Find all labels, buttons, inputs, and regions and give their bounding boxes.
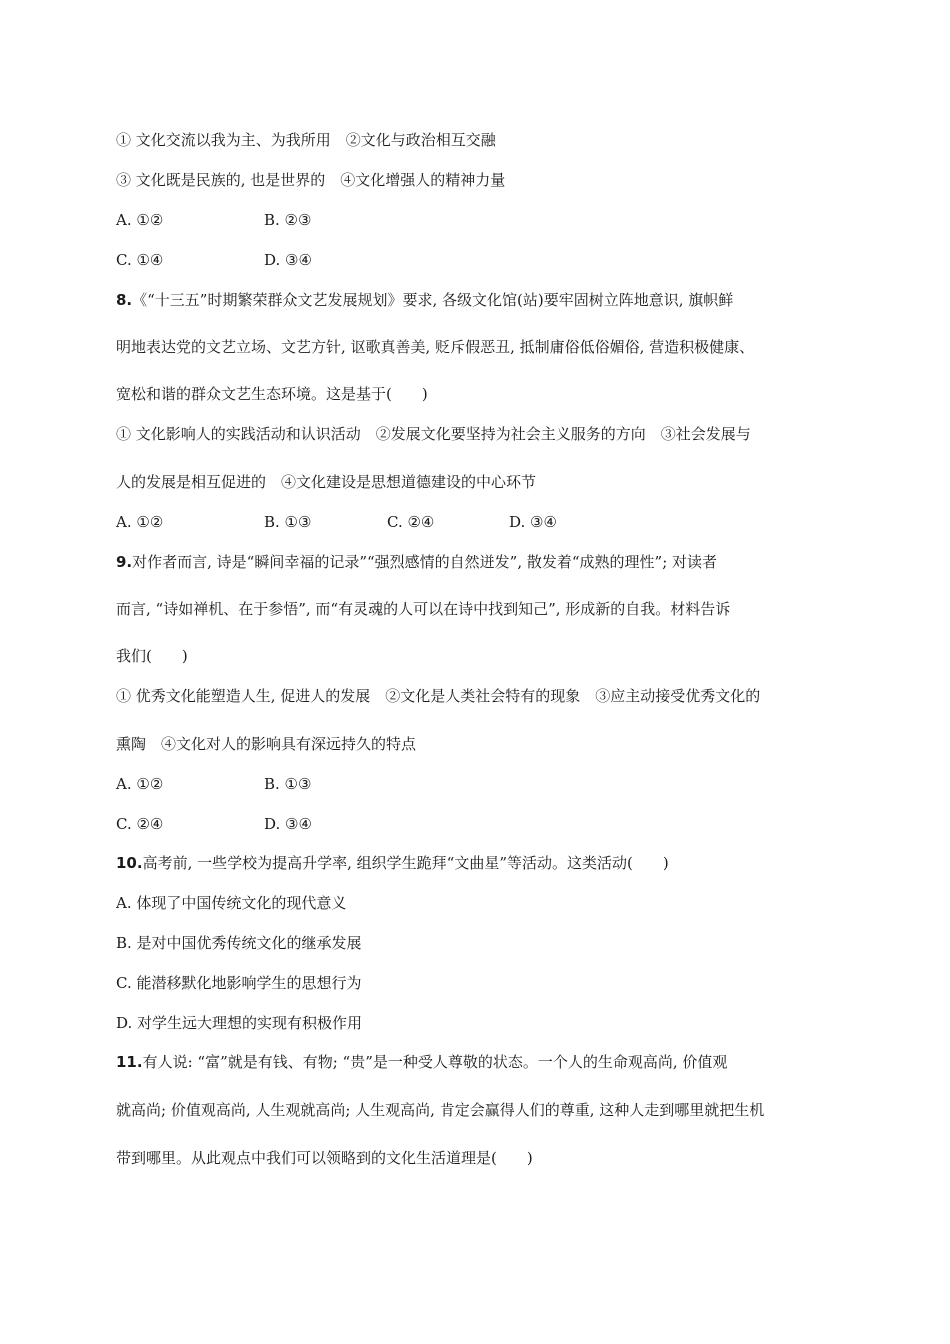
q10-option-a: A. 体现了中国传统文化的现代意义 <box>116 894 347 912</box>
q10-stem <box>116 853 669 873</box>
q9-number: 9. <box>116 553 133 571</box>
q10-option-c: C. 能潜移默化地影响学生的思想行为 <box>116 974 362 992</box>
q8-option-d: D. ③④ <box>509 513 557 531</box>
q9-stem-text-1: 对作者而言, 诗是“瞬间幸福的记录”“强烈感情的自然迸发”, 散发着“成熟的理性”; 对读者 <box>132 553 718 571</box>
q7-choices-line-2: ③ 文化既是民族的, 也是世界的 ④文化增强人的精神力量 <box>116 171 506 189</box>
q8-choices-line-1: ① 文化影响人的实践活动和认识活动 ②发展文化要坚持为社会主义服务的方向 ③社会发展与 <box>116 425 751 443</box>
q9-stem-line-1 <box>116 552 717 572</box>
q11-stem-line-2: 就高尚; 价值观高尚, 人生观就高尚; 人生观高尚, 肯定会赢得人们的尊重, 这种人走到哪里就把生机 <box>116 1101 765 1119</box>
q9-option-b: B. ①③ <box>264 775 312 793</box>
q7-option-d: D. ③④ <box>264 251 312 269</box>
q8-choices-line-2: 人的发展是相互促进的 ④文化建设是思想道德建设的中心环节 <box>116 473 537 491</box>
q10-option-d: D. 对学生远大理想的实现有积极作用 <box>116 1014 363 1032</box>
q10-number: 10. <box>116 854 143 872</box>
q9-option-a: A. ①② <box>116 775 164 793</box>
q8-option-b: B. ①③ <box>264 513 312 531</box>
q9-option-c: C. ②④ <box>116 815 164 833</box>
q11-number: 11. <box>116 1053 143 1071</box>
q7-option-b: B. ②③ <box>264 211 312 229</box>
q7-option-c: C. ①④ <box>116 251 164 269</box>
q9-choices-line-2: 熏陶 ④文化对人的影响具有深远持久的特点 <box>116 735 417 753</box>
q10-stem-text: 高考前, 一些学校为提高升学率, 组织学生跪拜“文曲星”等活动。这类活动( ) <box>142 854 669 872</box>
q7-choices-line-1: ① 文化交流以我为主、为我所用 ②文化与政治相互交融 <box>116 131 496 149</box>
q11-stem-line-3: 带到哪里。从此观点中我们可以领略到的文化生活道理是( ) <box>116 1149 533 1167</box>
q9-option-d: D. ③④ <box>264 815 312 833</box>
q8-option-a: A. ①② <box>116 513 164 531</box>
q10-option-b: B. 是对中国优秀传统文化的继承发展 <box>116 934 362 952</box>
q9-stem-line-3: 我们( ) <box>116 647 188 665</box>
q11-stem-text-1: 有人说: “富”就是有钱、有物; “贵”是一种受人尊敬的状态。一个人的生命观高尚, 价值观 <box>142 1053 728 1071</box>
q8-stem-line-2: 明地表达党的文艺立场、文艺方针, 讴歌真善美, 贬斥假恶丑, 抵制庸俗低俗媚俗, 营造积极健康、 <box>116 338 755 356</box>
q8-number: 8. <box>116 291 133 309</box>
q9-stem-line-2: 而言, “诗如禅机、在于参悟”, 而“有灵魂的人可以在诗中找到知己”, 形成新的自我。材料告诉 <box>116 600 731 618</box>
q8-stem-text-1: 《“十三五”时期繁荣群众文艺发展规划》要求, 各级文化馆(站)要牢固树立阵地意识, 旗帜鲜 <box>132 291 734 309</box>
q8-option-c: C. ②④ <box>387 513 435 531</box>
q9-choices-line-1: ① 优秀文化能塑造人生, 促进人的发展 ②文化是人类社会特有的现象 ③应主动接受优秀文化的 <box>116 687 761 705</box>
q8-stem-line-1 <box>116 290 733 310</box>
q11-stem-line-1 <box>116 1052 727 1072</box>
q7-option-a: A. ①② <box>116 211 164 229</box>
q8-stem-line-3: 宽松和谐的群众文艺生态环境。这是基于( ) <box>116 385 428 403</box>
